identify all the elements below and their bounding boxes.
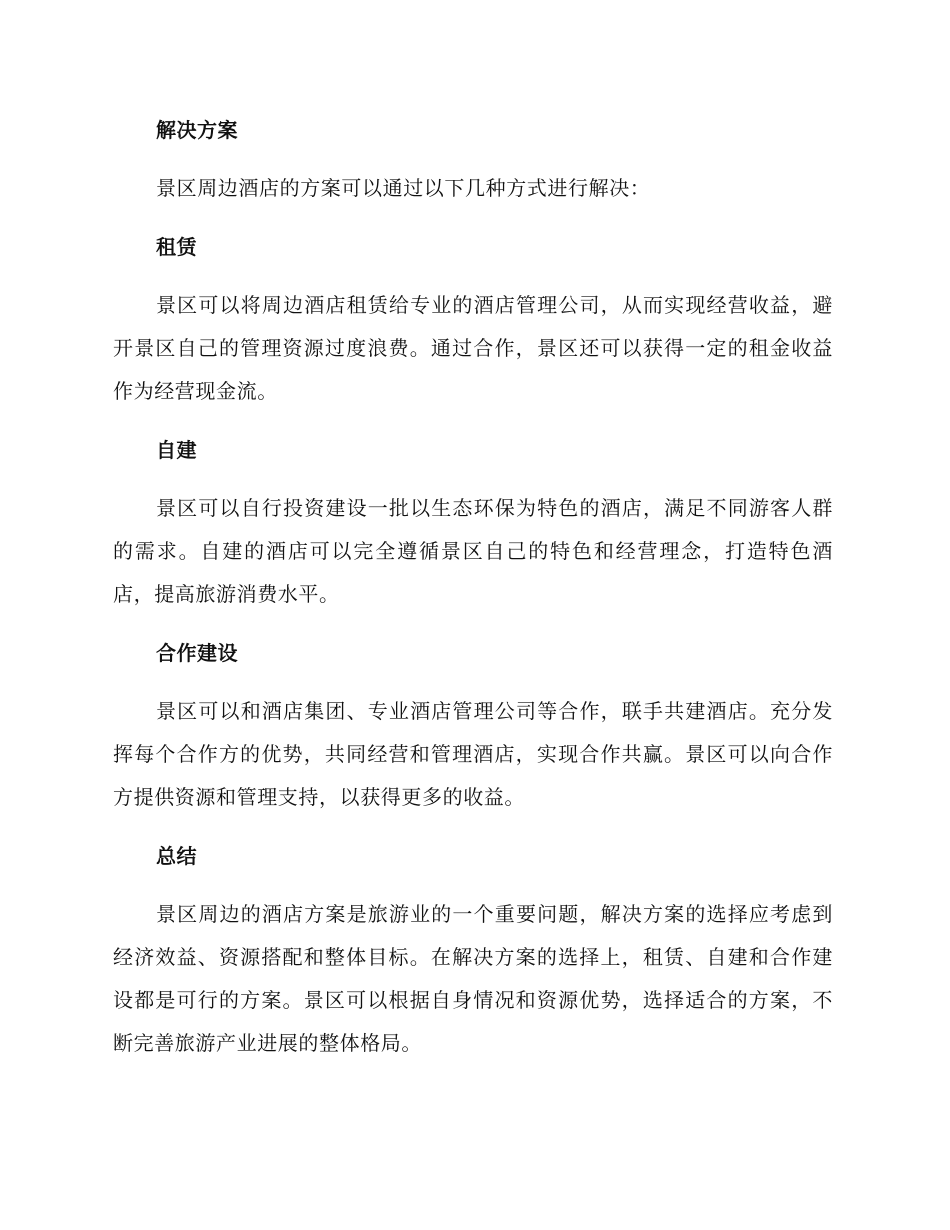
section-paragraph-joint-build: 景区可以和酒店集团、专业酒店管理公司等合作，联手共建酒店。充分发挥每个合作方的优势，共同经营和管理酒店，实现合作共赢。景区可以向合作方提供资源和管理支持，以获得更多的收益。 xyxy=(113,699,833,809)
section-heading-lease: 租赁 xyxy=(156,235,197,259)
section-paragraph-lease: 景区可以将周边酒店租赁给专业的酒店管理公司，从而实现经营收益，避开景区自己的管理资源过度浪费。通过合作，景区还可以获得一定的租金收益作为经营现金流。 xyxy=(113,293,833,403)
section-paragraph-summary: 景区周边的酒店方案是旅游业的一个重要问题，解决方案的选择应考虑到经济效益、资源搭配和整体目标。在解决方案的选择上，租赁、自建和合作建设都是可行的方案。景区可以根据自身情况和资源优势，选择适合的方案，不断完善旅游产业进展的整体格局。 xyxy=(113,902,833,1055)
section-heading-solutions: 解决方案 xyxy=(156,118,238,142)
section-heading-summary: 总结 xyxy=(156,844,197,868)
section-heading-joint-build: 合作建设 xyxy=(156,641,238,665)
document-body xyxy=(113,108,833,1065)
section-paragraph-self-build: 景区可以自行投资建设一批以生态环保为特色的酒店，满足不同游客人群的需求。自建的酒店可以完全遵循景区自己的特色和经营理念，打造特色酒店，提高旅游消费水平。 xyxy=(113,496,833,606)
section-heading-self-build: 自建 xyxy=(156,438,197,462)
section-paragraph-solutions: 景区周边酒店的方案可以通过以下几种方式进行解决： xyxy=(156,176,651,200)
